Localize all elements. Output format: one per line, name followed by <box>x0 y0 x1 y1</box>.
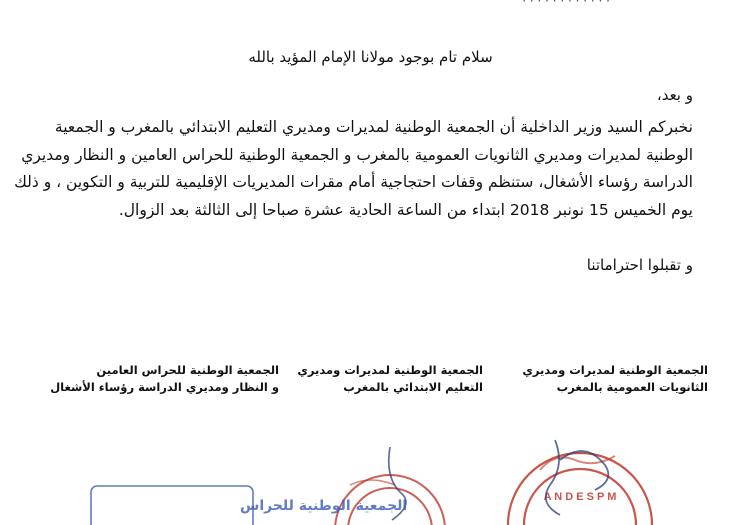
signatory-name-line: الثانويات العمومية بالمغرب <box>556 380 708 394</box>
stamp-text: A N D E S P M <box>543 491 617 503</box>
body-line: نخبركم السيد وزير الداخلية أن الجمعية الوطنية لمديرات ومديري التعليم الابتدائي بالمغرب و الجمعية <box>54 118 693 136</box>
signatory-name-line: الجمعية الوطنية لمديرات ومديري <box>522 363 708 377</box>
signatory-name-line: الجمعية الوطنية للحراس العامين <box>96 363 279 377</box>
signatory-name-line: و النظار ومديري الدراسة رؤساء الأشغال <box>50 380 279 394</box>
body-line: يوم الخميس 15 نونبر 2018 ابتداء من الساعة الحادية عشرة صباحا إلى الثالثة بعد الزوال. <box>118 200 693 219</box>
letter-body <box>3 114 693 224</box>
body-line: الوطنية لمديرات ومديري الثانويات العمومية بالمغرب و الجمعية الوطنية للحراس العامين و النظار ومديري <box>21 145 693 164</box>
blue-association-stamp <box>85 478 408 525</box>
signatory-secondary-directors <box>522 362 708 396</box>
intro-line: و بعد، <box>656 86 693 104</box>
greeting-line: سلام تام بوجود مولانا الإمام المؤيد بالله <box>248 48 493 66</box>
body-line: الدراسة رؤساء الأشغال، ستنظم وقفات احتجاجية أمام مقرات المديريات الإقليمية للتربية و التكوين ، و ذلك <box>14 173 693 191</box>
signatory-name-line: التعليم الابتدائي بالمغرب <box>343 380 483 394</box>
red-association-stamp <box>500 430 660 525</box>
cropped-top-line: · · · · · · · · · · · · <box>522 0 610 8</box>
signatory-name-line: الجمعية الوطنية لمديرات ومديري <box>297 363 483 377</box>
signatory-primary-directors <box>297 362 483 396</box>
signatory-general-supervisors <box>50 362 279 396</box>
closing-line: و تقبلوا احتراماتنا <box>586 256 693 274</box>
stamp-text: الجمعية الوطنية للحراس <box>240 498 408 514</box>
